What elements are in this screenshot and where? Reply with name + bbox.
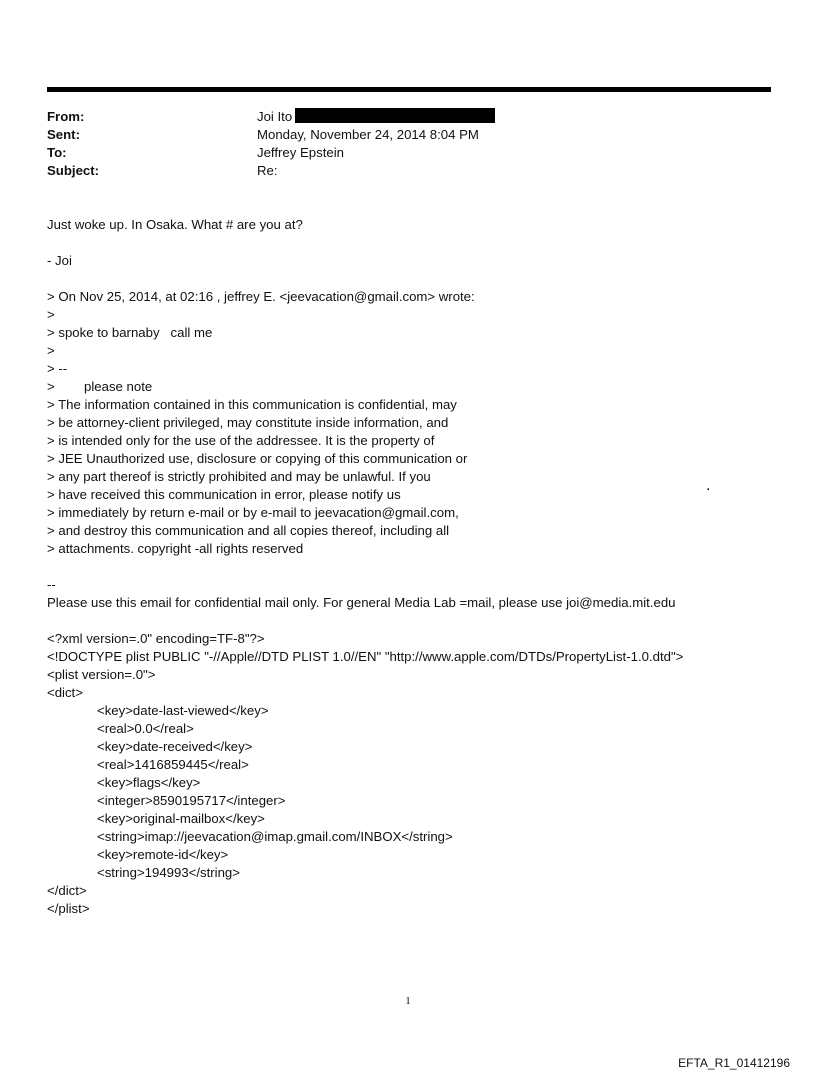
plist-entry: <key>flags</key> (97, 775, 201, 790)
quoted-line: > attachments. copyright -all rights reserved (47, 541, 304, 556)
quoted-line: > On Nov 25, 2014, at 02:16 , jeffrey E. <jeevacation@gmail.com> wrote: (47, 289, 475, 304)
from-value (257, 108, 495, 126)
sent-value: Monday, November 24, 2014 8:04 PM (257, 127, 479, 142)
redaction-bar (295, 108, 495, 123)
plist-entry: <real>1416859445</real> (97, 757, 249, 772)
subject-row (47, 162, 747, 180)
quoted-line: > is intended only for the use of the addressee. It is the property of (47, 433, 435, 448)
dict-open: <dict> (47, 685, 83, 700)
reply-text: Just woke up. In Osaka. What # are you at? (47, 217, 303, 232)
plist-entry: <key>date-last-viewed</key> (97, 703, 269, 718)
from-row (47, 108, 747, 126)
xml-declaration: <?xml version=.0" encoding=TF-8"?> (47, 631, 265, 646)
to-value: Jeffrey Epstein (257, 145, 344, 160)
subject-label: Subject: (47, 163, 100, 178)
plist-entry: <key>date-received</key> (97, 739, 253, 754)
quoted-line: > immediately by return e-mail or by e-mail to jeevacation@gmail.com, (47, 505, 459, 520)
sent-label: Sent: (47, 127, 80, 142)
plist-entry: <key>remote-id</key> (97, 847, 229, 862)
quoted-line: > JEE Unauthorized use, disclosure or copying of this communication or (47, 451, 468, 466)
header-rule (47, 87, 771, 92)
plist-entry: <string>imap://jeevacation@imap.gmail.com/INBOX</string> (97, 829, 453, 844)
quoted-line: > spoke to barnaby call me (47, 325, 213, 340)
plist-entry: <key>original-mailbox</key> (97, 811, 265, 826)
stray-mark: . (706, 477, 711, 494)
to-row (47, 144, 747, 162)
plist-doctype: <!DOCTYPE plist PUBLIC "-//Apple//DTD PLIST 1.0//EN" "http://www.apple.com/DTDs/PropertyList-1.0.dtd"> (47, 649, 684, 664)
page-number: 1 (405, 995, 411, 1007)
plist-entry: <string>194993</string> (97, 865, 240, 880)
sent-row (47, 126, 747, 144)
signature-text: Please use this email for confidential mail only. For general Media Lab =mail, please use joi@media.mit.edu (47, 595, 676, 610)
quoted-line: > please note (47, 379, 153, 394)
quoted-line: > be attorney-client privileged, may constitute inside information, and (47, 415, 449, 430)
quoted-line: > and destroy this communication and all copies thereof, including all (47, 523, 450, 538)
plist-close: </plist> (47, 901, 90, 916)
quoted-line: > any part thereof is strictly prohibited and may be unlawful. If you (47, 469, 431, 484)
quoted-line: > have received this communication in error, please notify us (47, 487, 401, 502)
plist-entry: <integer>8590195717</integer> (97, 793, 286, 808)
subject-value: Re: (257, 163, 278, 178)
signoff: - Joi (47, 253, 72, 268)
to-label: To: (47, 145, 67, 160)
quoted-line: > (47, 343, 55, 358)
from-label: From: (47, 109, 85, 124)
signature-separator: -- (47, 577, 56, 592)
quoted-line: > -- (47, 361, 68, 376)
bates-number: EFTA_R1_01412196 (678, 1056, 790, 1070)
plist-entry: <real>0.0</real> (97, 721, 194, 736)
from-name: Joi Ito (257, 109, 293, 124)
quoted-line: > The information contained in this communication is confidential, may (47, 397, 457, 412)
plist-open: <plist version=.0"> (47, 667, 156, 682)
dict-close: </dict> (47, 883, 87, 898)
quoted-line: > (47, 307, 55, 322)
